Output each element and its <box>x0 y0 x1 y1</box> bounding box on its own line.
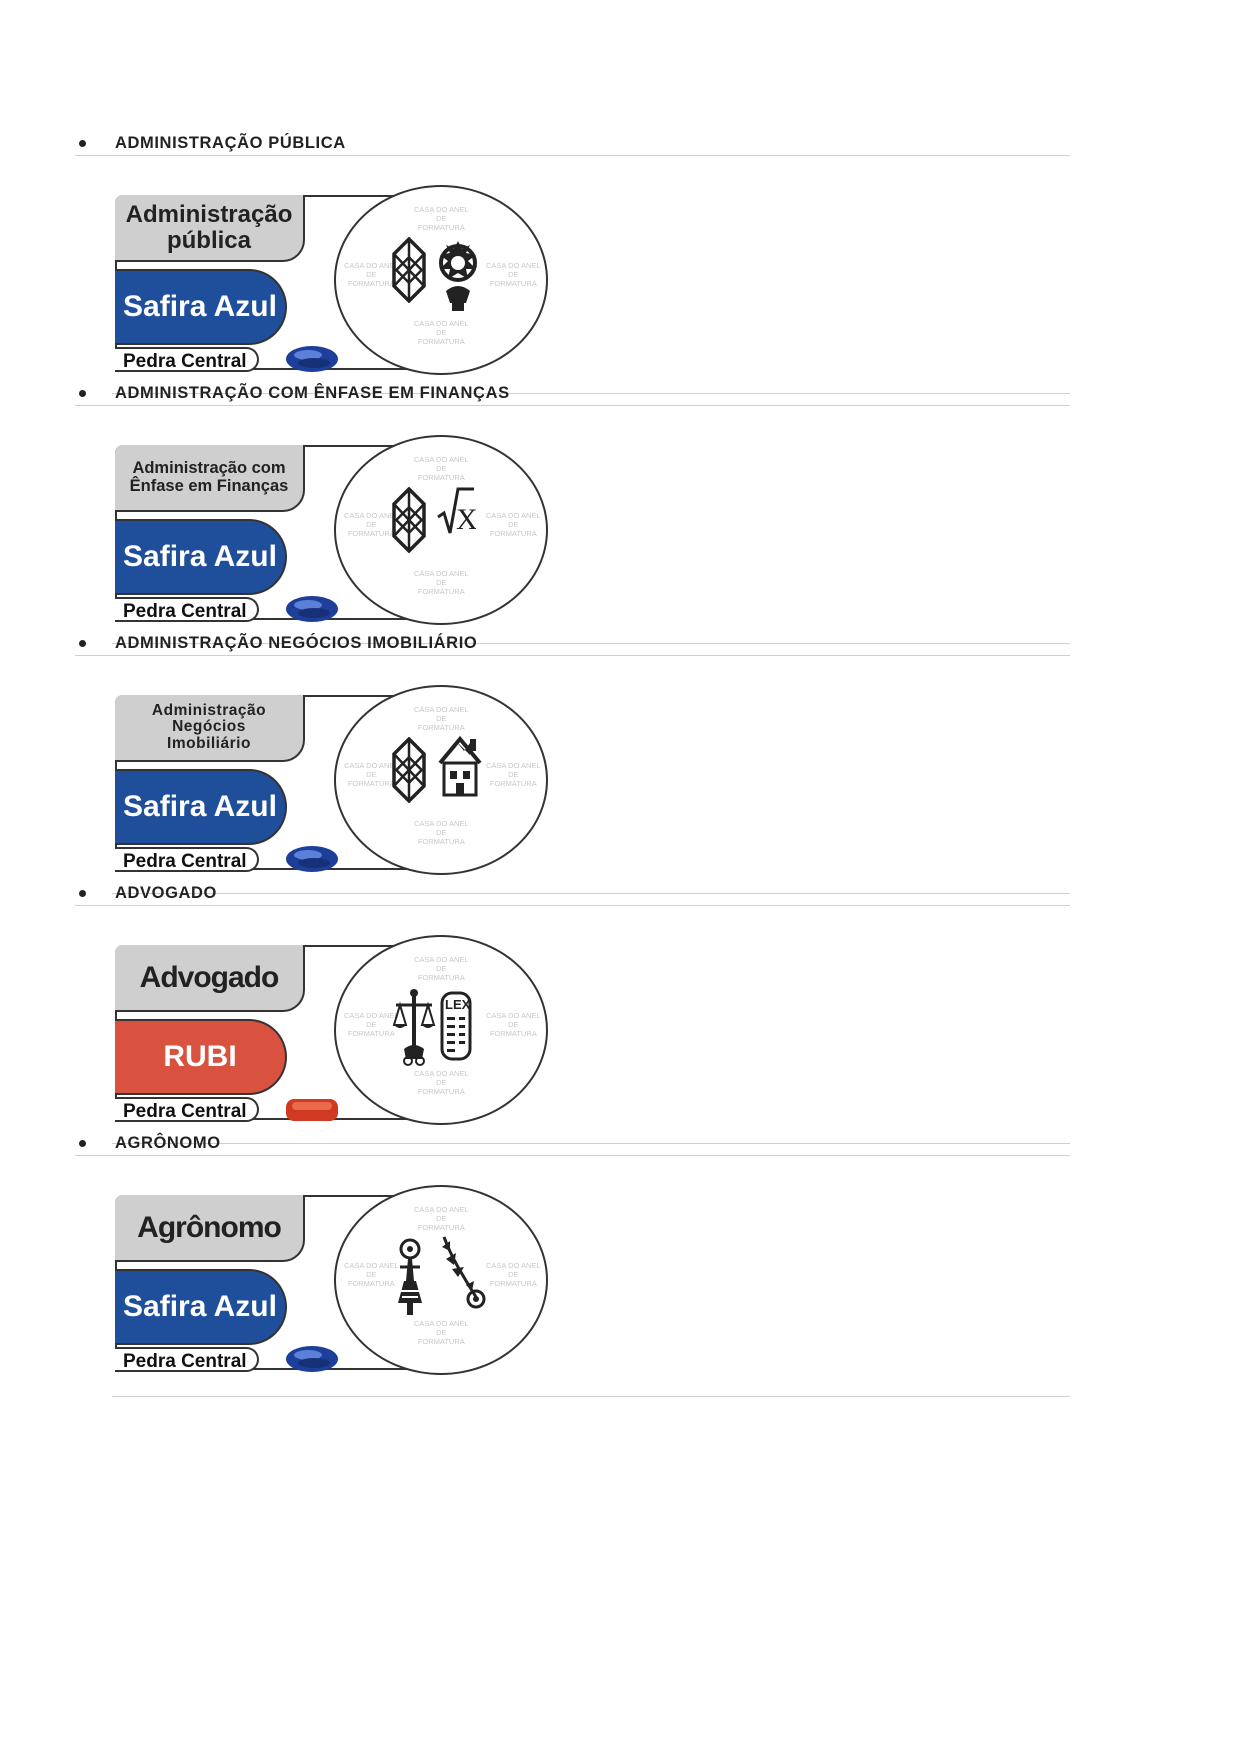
badge-pedra-central: Pedra Central <box>115 1347 259 1372</box>
scales-of-justice-icon <box>392 987 436 1072</box>
house-icon <box>436 733 484 804</box>
diamond-knot-icon <box>392 737 426 808</box>
diamond-knot-icon <box>392 487 426 558</box>
badge-pedra-central: Pedra Central <box>115 597 259 622</box>
sun-wheat-emblem-icon <box>392 1237 428 1322</box>
badge-stone-label: RUBI <box>115 1019 287 1095</box>
badge-stone-label: Safira Azul <box>115 769 287 845</box>
ring-badge <box>112 185 552 385</box>
gemstone-icon <box>284 343 340 375</box>
ring-badge <box>112 1185 552 1385</box>
badge-stone-label: Safira Azul <box>115 269 287 345</box>
badge-pedra-central: Pedra Central <box>115 1097 259 1122</box>
course-heading: ADMINISTRAÇÃO PÚBLICA <box>115 134 346 152</box>
watermark-text: CASA DO ANEL DE FORMATURA <box>486 761 541 788</box>
badge-stone-label: Safira Azul <box>115 519 287 595</box>
bullet-icon <box>79 890 86 897</box>
course-heading-row <box>75 633 1070 656</box>
ring-badge <box>112 685 552 885</box>
ring-emblem-circle <box>334 685 548 875</box>
course-heading-row <box>75 1133 1070 1156</box>
course-heading-row <box>75 383 1070 406</box>
watermark-text: CASA DO ANEL DE FORMATURA <box>486 1261 541 1288</box>
watermark-text: CASA DO ANEL DE FORMATURA <box>344 511 399 538</box>
vine-sprig-icon <box>436 1233 486 1318</box>
badge-pedra-central: Pedra Central <box>115 847 259 872</box>
badge-course-title: Administração com Ênfase em Finanças <box>115 445 305 512</box>
badge-stone-label: Safira Azul <box>115 1269 287 1345</box>
lex-tablet-icon <box>436 983 476 1068</box>
gemstone-icon <box>284 1093 340 1125</box>
watermark-text: CASA DO ANEL DE FORMATURA <box>344 1011 399 1038</box>
course-heading-row <box>75 133 1070 156</box>
bullet-icon <box>79 1140 86 1147</box>
ring-badge <box>112 435 552 635</box>
section-divider <box>112 1396 1070 1397</box>
diamond-knot-icon <box>392 237 426 308</box>
watermark-text: CASA DO ANEL DE FORMATURA <box>414 205 469 232</box>
watermark-text: CASA DO ANEL DE FORMATURA <box>414 1319 469 1346</box>
watermark-text: CASA DO ANEL DE FORMATURA <box>414 569 469 596</box>
ring-emblem-circle <box>334 935 548 1125</box>
square-root-x-icon <box>436 483 476 544</box>
badge-pedra-central: Pedra Central <box>115 347 259 372</box>
watermark-text: CASA DO ANEL DE FORMATURA <box>486 1011 541 1038</box>
lex-label: LEX <box>445 997 471 1012</box>
watermark-text: CASA DO ANEL DE FORMATURA <box>486 261 541 288</box>
watermark-text: CASA DO ANEL DE FORMATURA <box>344 1261 399 1288</box>
badge-course-title: Agrônomo <box>115 1195 305 1262</box>
course-heading: AGRÔNOMO <box>115 1134 221 1152</box>
gemstone-icon <box>284 843 340 875</box>
bullet-icon <box>79 140 86 147</box>
watermark-text: CASA DO ANEL DE FORMATURA <box>414 1205 469 1232</box>
badge-course-title: Administração Negócios Imobiliário <box>115 695 305 762</box>
watermark-text: CASA DO ANEL DE FORMATURA <box>414 955 469 982</box>
bullet-icon <box>79 640 86 647</box>
ring-emblem-circle <box>334 185 548 375</box>
ring-badge <box>112 935 552 1135</box>
badge-course-title: Administração pública <box>115 195 305 262</box>
ring-emblem-circle <box>334 1185 548 1375</box>
course-heading: ADMINISTRAÇÃO COM ÊNFASE EM FINANÇAS <box>115 384 510 402</box>
course-heading: ADMINISTRAÇÃO NEGÓCIOS IMOBILIÁRIO <box>115 634 478 652</box>
watermark-text: CASA DO ANEL DE FORMATURA <box>414 1069 469 1096</box>
watermark-text: CASA DO ANEL DE FORMATURA <box>414 819 469 846</box>
watermark-text: CASA DO ANEL DE FORMATURA <box>414 455 469 482</box>
watermark-text: CASA DO ANEL DE FORMATURA <box>344 761 399 788</box>
course-heading-row <box>75 883 1070 906</box>
badge-course-title: Advogado <box>115 945 305 1012</box>
watermark-text: CASA DO ANEL DE FORMATURA <box>414 319 469 346</box>
gemstone-icon <box>284 1343 340 1375</box>
gemstone-icon <box>284 593 340 625</box>
watermark-text: CASA DO ANEL DE FORMATURA <box>414 705 469 732</box>
watermark-text: CASA DO ANEL DE FORMATURA <box>486 511 541 538</box>
bullet-icon <box>79 390 86 397</box>
watermark-text: CASA DO ANEL DE FORMATURA <box>344 261 399 288</box>
course-heading: ADVOGADO <box>115 884 217 902</box>
ring-emblem-circle <box>334 435 548 625</box>
svg-text:X: X <box>456 503 476 536</box>
eagle-emblem-icon <box>436 233 480 318</box>
